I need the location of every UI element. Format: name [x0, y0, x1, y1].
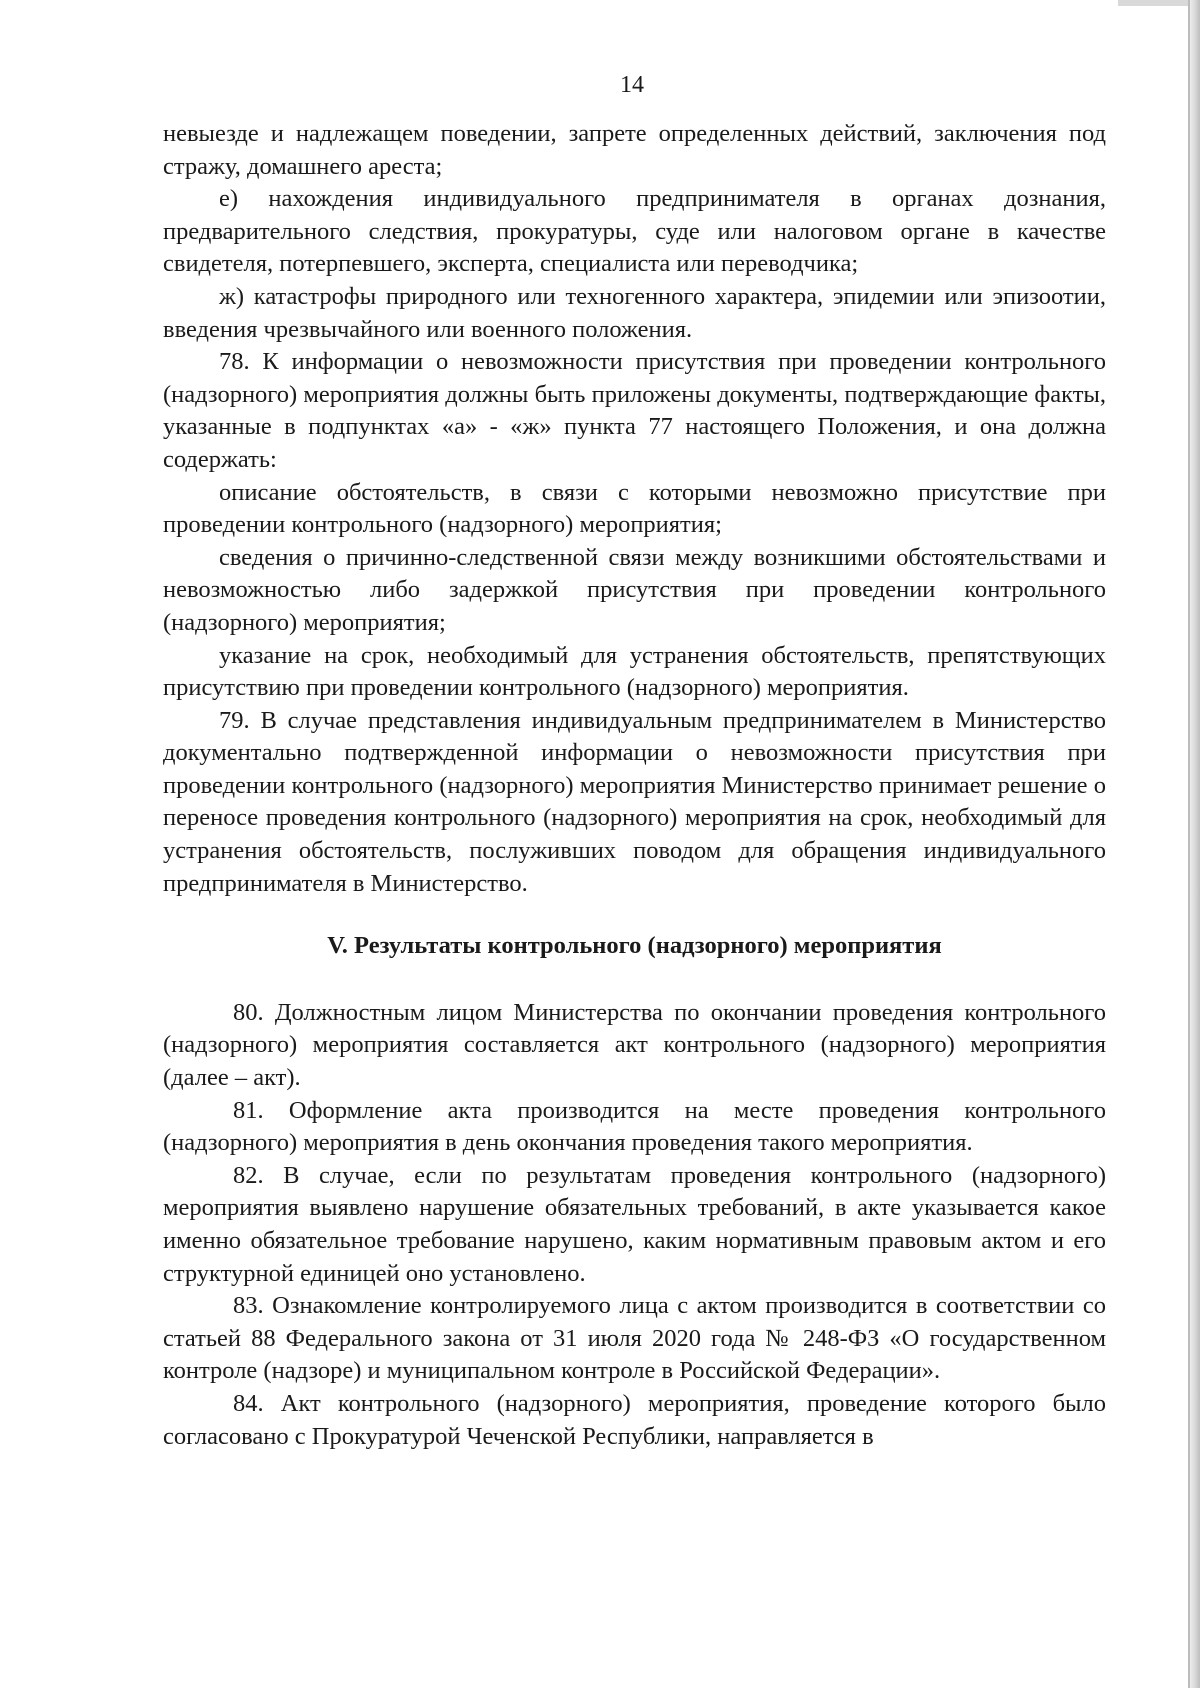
- scan-edge-top: [1118, 0, 1188, 6]
- paragraph-78: 78. К информации о невозможности присутствия при проведении контрольного (надзорного) мероприятия должны быть приложены документы, подтверждающие факты, указанные в подпунктах «а» - «ж» пункта 77 настоящего Положения, и она должна содержать:: [163, 348, 1106, 473]
- paragraph-82: 82. В случае, если по результатам проведения контрольного (надзорного) мероприятия выявлено нарушение обязательных требований, в акте указывается какое именно обязательное требование нарушено, каким нормативным правовым актом и его структурной единицей оно установлено.: [163, 1161, 1106, 1287]
- paragraph-78-term: указание на срок, необходимый для устранения обстоятельств, препятствующих присутствию при проведении контрольного (надзорного) мероприятия.: [163, 641, 1106, 702]
- paragraph-84: 84. Акт контрольного (надзорного) мероприятия, проведение которого было согласовано с Прокуратурой Чеченской Республики, направляется в: [163, 1389, 1106, 1450]
- paragraph-78-description: описание обстоятельств, в связи с которыми невозможно присутствие при проведении контрольного (надзорного) мероприятия;: [163, 478, 1106, 539]
- paragraph-81: 81. Оформление акта производится на месте проведения контрольного (надзорного) мероприятия в день окончания проведения такого мероприятия.: [163, 1096, 1106, 1157]
- page-number: 14: [620, 72, 644, 98]
- document-body: [163, 118, 1106, 1453]
- paragraph-83: 83. Ознакомление контролируемого лица с актом производится в соответствии со статьей 88 Федерального закона от 31 июля 2020 года № 248-ФЗ «О государственном контроле (надзоре) и муниципальном контроле в Российской Федерации».: [163, 1292, 1106, 1385]
- paragraph-78-causal-info: сведения о причинно-следственной связи между возникшими обстоятельствами и невозможностью либо задержкой присутствия при проведении контрольного (надзорного) мероприятия;: [163, 543, 1106, 636]
- paragraph-79: 79. В случае представления индивидуальным предпринимателем в Министерство документально подтвержденной информации о невозможности присутствия при проведении контрольного (надзорного) мероприятия Министерство принимает решение о переносе проведения контрольного (надзорного) мероприятия на срок, необходимый для устранения обстоятельств, послуживших поводом для обращения индивидуального предпринимателя в Министерство.: [163, 706, 1106, 897]
- scan-edge-line: [1188, 0, 1190, 1688]
- paragraph-item-zh: ж) катастрофы природного или техногенного характера, эпидемии или эпизоотии, введения чрезвычайного или военного положения.: [163, 282, 1106, 343]
- section-heading: V. Результаты контрольного (надзорного) мероприятия: [327, 932, 942, 960]
- paragraph-item-e: е) нахождения индивидуального предпринимателя в органах дознания, предварительного следствия, прокуратуры, суде или налоговом органе в качестве свидетеля, потерпевшего, эксперта, специалиста или переводчика;: [163, 185, 1106, 278]
- paragraph-80: 80. Должностным лицом Министерства по окончании проведения контрольного (надзорного) мероприятия составляется акт контрольного (надзорного) мероприятия (далее – акт).: [163, 998, 1106, 1092]
- paragraph-continuation: невыезде и надлежащем поведении, запрете определенных действий, заключения под стражу, домашнего ареста;: [163, 120, 1106, 180]
